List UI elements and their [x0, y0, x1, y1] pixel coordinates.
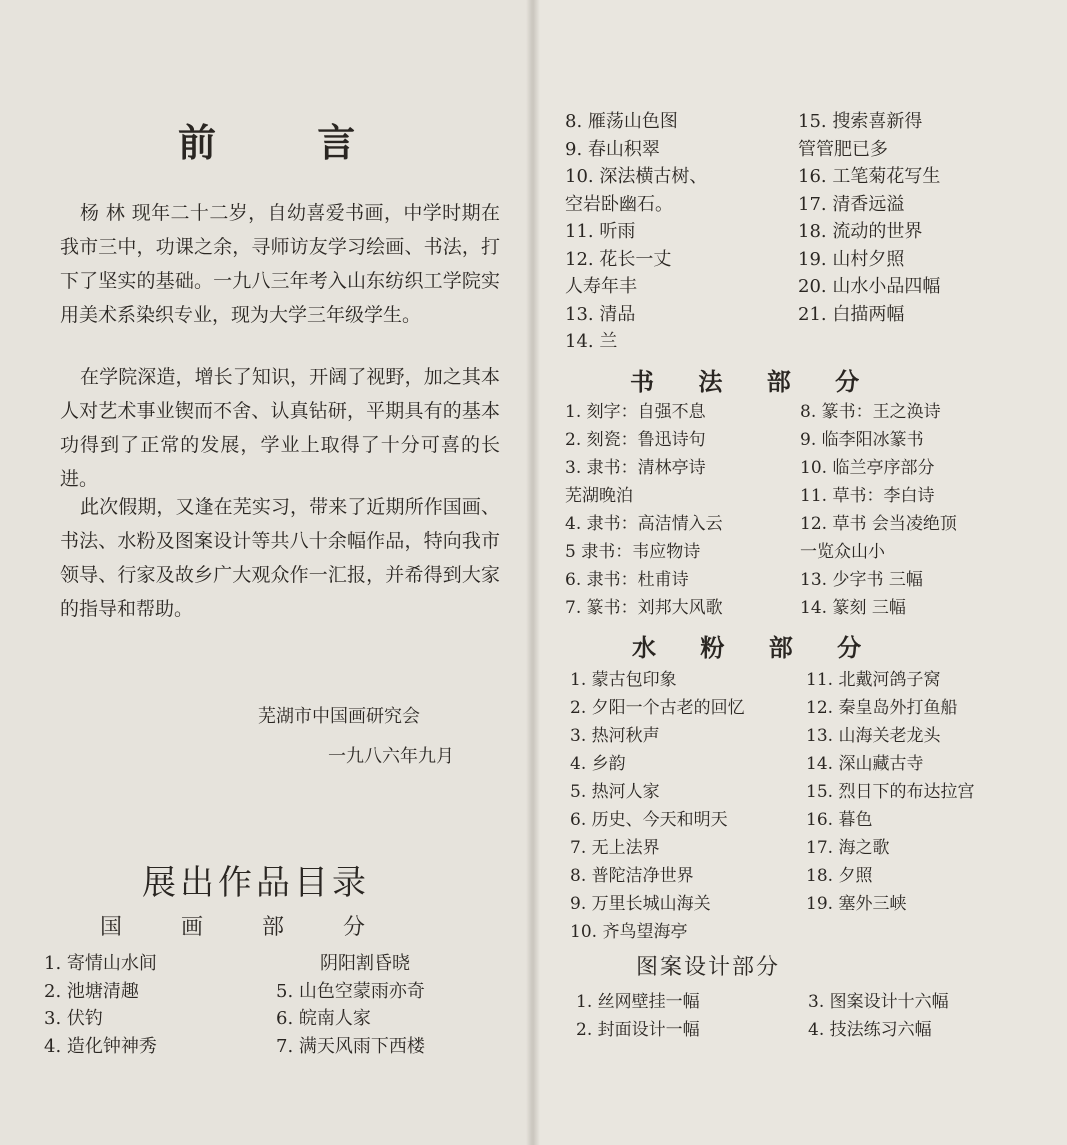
tuan-heading: 图案设计部分: [636, 955, 781, 980]
list-item: 4. 造化钟神秀: [44, 1035, 157, 1057]
list-item: 人寿年丰: [565, 276, 637, 297]
list-item: 15. 烈日下的布达拉宫: [806, 782, 975, 802]
list-item: 15. 搜索喜新得: [798, 111, 923, 132]
list-item: 2. 封面设计一幅: [576, 1020, 700, 1040]
preface-title: 前 言: [178, 120, 400, 165]
list-item: 阴阳割昏晓: [320, 953, 410, 974]
shufa-list-col1: [565, 398, 723, 622]
list-item: 11. 北戴河鸽子窝: [806, 670, 941, 690]
shuifen-list-col1: [570, 666, 745, 946]
list-item: 3. 伏钓: [44, 1008, 103, 1029]
guohua-list-col2: [798, 108, 940, 328]
list-item: 12. 花长一丈: [565, 248, 672, 270]
list-item: 空岩卧幽石。: [565, 193, 673, 215]
list-item: 7. 篆书：刘邦大风歌: [565, 598, 723, 618]
tuan-list-col1: [576, 988, 700, 1044]
guohua-list-left: [44, 950, 157, 1060]
list-item: 4. 乡韵: [570, 754, 626, 774]
list-item: 2. 池塘清趣: [44, 980, 139, 1002]
list-item: 4. 隶书：高洁情入云: [565, 514, 723, 534]
guohua-list-col1: [565, 108, 707, 356]
list-item: 16. 暮色: [806, 810, 873, 830]
shuifen-list-col2: [806, 666, 974, 918]
list-item: 17. 清香远溢: [798, 193, 905, 215]
preface-organization: 芜湖市中国画研究会: [258, 706, 420, 727]
list-item: 13. 少字书 三幅: [800, 570, 923, 590]
list-item: 8. 雁荡山色图: [565, 111, 678, 132]
list-item: 8. 普陀洁净世界: [570, 866, 694, 886]
list-item: 3. 热河秋声: [570, 726, 660, 746]
shufa-list-col2: [800, 398, 957, 622]
list-item: 13. 山海关老龙头: [806, 726, 941, 746]
preface-paragraph-2: 在学院深造，增长了知识，开阔了视野，加之其本人对艺术事业锲而不舍、认真钻研，平期具有的基本功得到了正常的发展，学业上取得了十分可喜的长进。: [60, 366, 500, 490]
list-item: 10. 深法横古树、: [565, 166, 708, 187]
list-item: 19. 山村夕照: [798, 248, 905, 270]
preface-paragraph-3: 此次假期，又逢在芜实习，带来了近期所作国画、书法、水粉及图案设计等共八十余幅作品，特向我市领导、行家及故乡广大观众作一汇报，并希得到大家的指导和帮助。: [60, 496, 500, 620]
list-item: 10. 齐鸟望海亭: [570, 922, 688, 942]
list-item: 一览众山小: [800, 542, 885, 562]
list-item: 12. 草书 会当凌绝顶: [800, 514, 957, 534]
list-item: 10. 临兰亭序部分: [800, 458, 935, 478]
list-item: 2. 夕阳一个古老的回忆: [570, 698, 745, 718]
list-item: 11. 听雨: [565, 221, 636, 242]
list-item: 芜湖晚泊: [565, 486, 633, 506]
list-item: 12. 秦皇岛外打鱼船: [806, 698, 958, 718]
list-item: 11. 草书：李白诗: [800, 486, 935, 506]
list-item: 1. 丝网壁挂一幅: [576, 992, 700, 1012]
list-item: 18. 流动的世界: [798, 221, 923, 242]
list-item: 8. 篆书：王之涣诗: [800, 402, 941, 422]
list-item: 18. 夕照: [806, 866, 873, 886]
list-item: 20. 山水小品四幅: [798, 276, 941, 297]
list-item: 17. 海之歌: [806, 838, 890, 858]
list-item: 管管肥已多: [798, 138, 888, 160]
catalog-title: 展出作品目录: [142, 863, 370, 903]
preface-date: 一九八六年九月: [328, 746, 454, 767]
guohua-heading: 国 画 部 分: [100, 915, 391, 940]
list-item: 1. 刻字：自强不息: [565, 402, 706, 422]
list-item: 21. 白描两幅: [798, 303, 905, 325]
guohua-list-right: [276, 950, 425, 1060]
list-item: 6. 历史、今天和明天: [570, 810, 728, 830]
list-item: 19. 塞外三峡: [806, 894, 907, 914]
list-item: 9. 临李阳冰篆书: [800, 430, 924, 450]
list-item: 4. 技法练习六幅: [808, 1020, 932, 1040]
list-item: 5. 山色空蒙雨亦奇: [276, 980, 425, 1002]
list-item: 5. 热河人家: [570, 782, 660, 802]
list-item: 5 隶书：韦应物诗: [565, 542, 701, 562]
list-item: 9. 春山积翠: [565, 138, 660, 160]
list-item: 2. 刻瓷：鲁迅诗句: [565, 430, 706, 450]
list-item: 9. 万里长城山海关: [570, 894, 711, 914]
list-item: 7. 无上法界: [570, 838, 660, 858]
list-item: 3. 隶书：清林亭诗: [565, 458, 706, 478]
center-fold: [526, 0, 540, 1145]
tuan-list-col2: [808, 988, 949, 1044]
preface-paragraph-1: 杨 林 现年二十二岁，自幼喜爱书画，中学时期在我市三中，功课之余，寻师访友学习绘画、书法，打下了坚实的基础。一九八三年考入山东纺织工学院实用美术系染织专业，现为大学三年级学生。: [60, 202, 500, 326]
list-item: 7. 满天风雨下西楼: [276, 1035, 425, 1057]
list-item: 14. 篆刻 三幅: [800, 598, 906, 618]
list-item: 1. 寄情山水间: [44, 953, 157, 974]
list-item: 14. 兰: [565, 331, 618, 352]
list-item: 13. 清品: [565, 303, 636, 325]
list-item: 14. 深山藏古寺: [806, 754, 924, 774]
list-item: 16. 工笔菊花写生: [798, 166, 941, 187]
shufa-heading: 书 法 部 分: [630, 367, 878, 396]
list-item: 3. 图案设计十六幅: [808, 992, 949, 1012]
list-item: 1. 蒙古包印象: [570, 670, 677, 690]
shuifen-heading: 水 粉 部 分: [632, 633, 880, 662]
list-item: 6. 隶书：杜甫诗: [565, 570, 689, 590]
list-item: 6. 皖南人家: [276, 1008, 371, 1029]
